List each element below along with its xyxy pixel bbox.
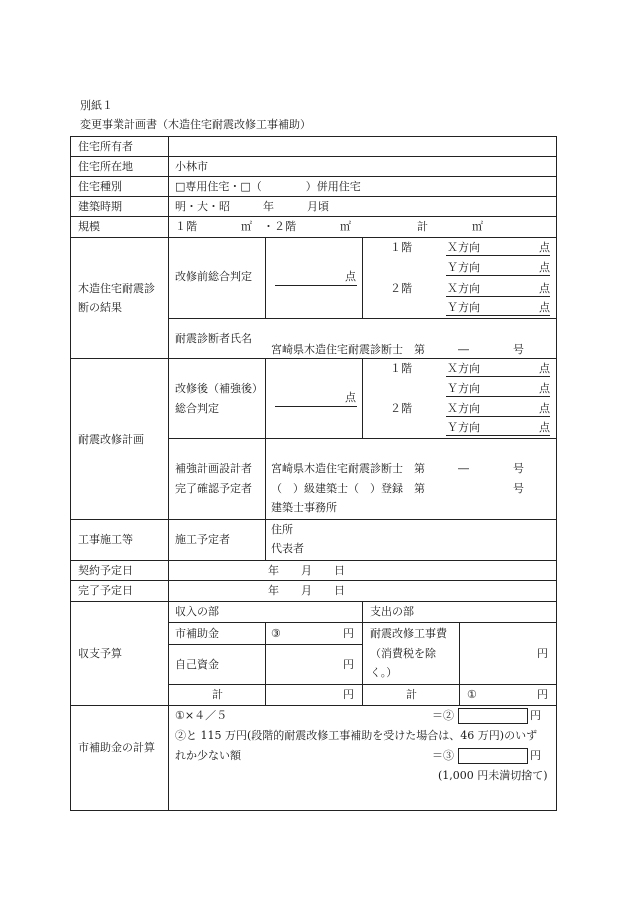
scale-label: 規模 <box>78 220 100 233</box>
expense-yen: 円 <box>537 647 548 660</box>
pre-x1: Ｘ方向 <box>447 241 480 254</box>
pre-y1-pt: 点 <box>539 261 550 274</box>
post-x1-pt: 点 <box>539 362 550 375</box>
pre-floor1: １階 <box>390 241 412 254</box>
pre-x2-pt: 点 <box>539 282 550 295</box>
pre-x1-pt: 点 <box>539 241 550 254</box>
expense-total-label: 計 <box>406 688 417 701</box>
post-y1-pt: 点 <box>539 382 550 395</box>
diagnosis-label-2: 断の結果 <box>78 301 122 314</box>
designer-value-2: （ ）級建築士（ ）登録 第 号 <box>271 482 524 495</box>
pre-judge-unit: 点 <box>345 270 356 283</box>
expense-total-yen: 円 <box>537 688 548 701</box>
income-total-label: 計 <box>212 688 223 701</box>
type-value: □専用住宅・□（ ）併用住宅 <box>175 180 361 193</box>
income-total-yen: 円 <box>343 688 354 701</box>
designer-label-1: 補強計画設計者 <box>175 462 252 475</box>
complete-date-value: 年 月 日 <box>268 584 345 597</box>
post-y2-pt: 点 <box>539 421 550 434</box>
calc-eq2: ＝② <box>432 709 454 722</box>
subsidy-yen: 円 <box>343 627 354 640</box>
post-floor1: １階 <box>390 362 412 375</box>
designer-value-3: 建築士事務所 <box>271 501 337 514</box>
calc-label: 市補助金の計算 <box>78 741 155 754</box>
complete-date-label: 完了予定日 <box>78 584 133 597</box>
calc-yen-3: 円 <box>530 749 541 762</box>
built-label: 建築時期 <box>78 200 122 213</box>
scale-value: １階 ㎡ ・２階 ㎡ 計 ㎡ <box>175 220 483 233</box>
type-label: 住宅種別 <box>78 180 122 193</box>
plan-label: 耐震改修計画 <box>78 433 144 446</box>
contract-date-value: 年 月 日 <box>268 564 345 577</box>
income-heading: 収入の部 <box>175 605 219 618</box>
post-y1: Ｙ方向 <box>447 382 480 395</box>
expense-total-mark: ① <box>467 688 477 701</box>
location-value: 小林市 <box>175 160 208 173</box>
contract-date-label: 契約予定日 <box>78 564 133 577</box>
own-funds-label: 自己資金 <box>175 658 219 671</box>
diagnoser-label: 耐震診断者氏名 <box>175 332 252 345</box>
pre-y2: Ｙ方向 <box>447 301 480 314</box>
result-3-box[interactable] <box>458 748 528 764</box>
designer-label-2: 完了確認予定者 <box>175 482 252 495</box>
tax-note-2: く。） <box>370 666 398 679</box>
designer-value-1: 宮崎県木造住宅耐震診断士 第 ― 号 <box>271 462 524 475</box>
pre-x2: Ｘ方向 <box>447 282 480 295</box>
tax-note-1: （消費税を除 <box>370 647 436 660</box>
built-value: 明・大・昭 年 月頃 <box>175 200 329 213</box>
calc-line3: れか少ない額 <box>175 749 241 762</box>
calc-eq3: ＝③ <box>432 749 454 762</box>
diagnoser-value: 宮崎県木造住宅耐震診断士 第 ― 号 <box>271 343 524 356</box>
pre-judge-label: 改修前総合判定 <box>175 270 252 283</box>
post-judge-unit: 点 <box>345 391 356 404</box>
pre-y2-pt: 点 <box>539 301 550 314</box>
post-judge-label-2: 総合判定 <box>175 402 219 415</box>
construction-label: 工事施工等 <box>78 533 133 546</box>
post-y2: Ｙ方向 <box>447 421 480 434</box>
budget-label: 収支予算 <box>78 647 122 660</box>
location-label: 住宅所在地 <box>78 160 133 173</box>
calc-yen-2: 円 <box>530 709 541 722</box>
own-funds-yen: 円 <box>343 658 354 671</box>
document-title: 変更事業計画書（木造住宅耐震改修工事補助） <box>80 118 311 131</box>
expense-heading: 支出の部 <box>370 605 414 618</box>
subsidy-label: 市補助金 <box>175 627 219 640</box>
rounding-note: (1,000 円未満切捨て) <box>438 769 548 782</box>
post-x2-pt: 点 <box>539 402 550 415</box>
contractor-address: 住所 <box>271 523 293 536</box>
post-x1: Ｘ方向 <box>447 362 480 375</box>
diagnosis-label-1: 木造住宅耐震診 <box>78 282 155 295</box>
post-x2: Ｘ方向 <box>447 402 480 415</box>
expense-item-label: 耐震改修工事費 <box>370 627 447 640</box>
contractor-representative: 代表者 <box>271 542 304 555</box>
calc-line2: ②と 115 万円(段階的耐震改修工事補助を受けた場合は、46 万円)のいず <box>175 729 538 742</box>
post-judge-label-1: 改修後（補強後） <box>175 382 263 395</box>
pre-floor2: ２階 <box>390 282 412 295</box>
post-floor2: ２階 <box>390 402 412 415</box>
calc-line1: ①×４／５ <box>175 709 228 722</box>
subsidy-mark: ③ <box>271 627 281 640</box>
contractor-label: 施工予定者 <box>175 533 230 546</box>
result-2-box[interactable] <box>458 708 528 724</box>
attachment-label: 別紙１ <box>80 99 113 112</box>
owner-label: 住宅所有者 <box>78 140 133 153</box>
pre-y1: Ｙ方向 <box>447 261 480 274</box>
